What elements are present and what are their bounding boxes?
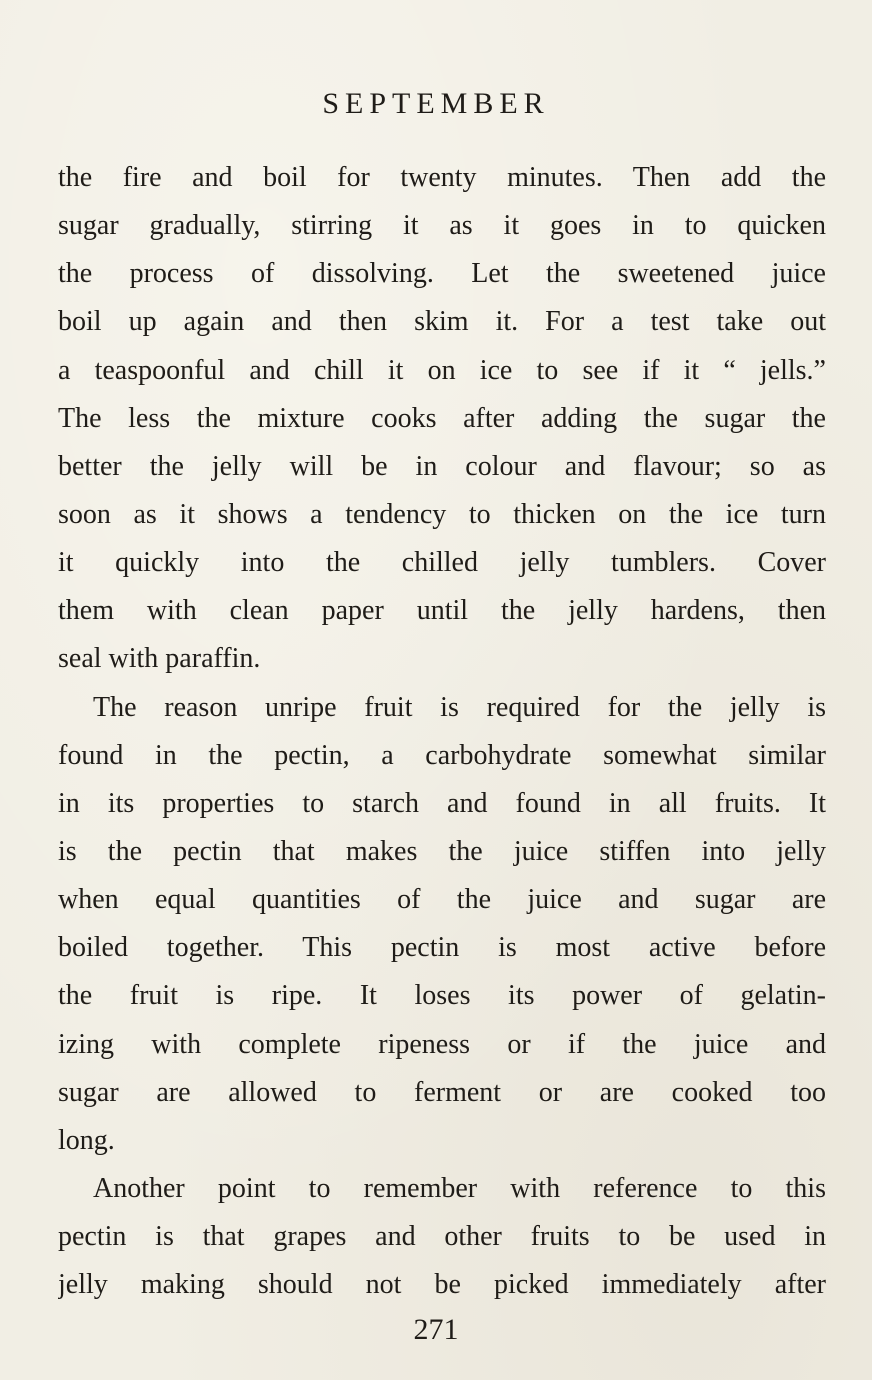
paragraph-start-line: Another point to remember with reference to this	[93, 1172, 826, 1204]
text-line: when equal quantities of the juice and sugar are	[58, 884, 826, 916]
text-line: boil up again and then skim it. For a test take out	[58, 306, 826, 338]
running-head: SEPTEMBER	[322, 87, 550, 120]
text-line: sugar gradually, stirring it as it goes in to quicken	[58, 210, 826, 242]
text-line: The less the mixture cooks after adding the sugar the	[58, 402, 826, 434]
page-number: 271	[413, 1313, 459, 1346]
paragraph-end-line: seal with paraffin.	[58, 643, 261, 675]
text-line: it quickly into the chilled jelly tumblers. Cover	[58, 547, 826, 579]
text-line: a teaspoonful and chill it on ice to see if it “ jells.”	[58, 354, 826, 386]
paragraph-end-line: long.	[58, 1124, 115, 1156]
text-line: in its properties to starch and found in all fruits. It	[58, 787, 826, 819]
text-line: izing with complete ripeness or if the juice and	[58, 1028, 826, 1060]
text-line: found in the pectin, a carbohydrate somewhat similar	[58, 739, 826, 771]
body-text	[58, 154, 826, 1309]
text-line: the fruit is ripe. It loses its power of gelatin-	[58, 980, 826, 1012]
paragraph-start-line: The reason unripe fruit is required for the jelly is	[93, 691, 826, 723]
text-line: sugar are allowed to ferment or are cooked too	[58, 1076, 826, 1108]
text-line: better the jelly will be in colour and flavour; so as	[58, 450, 826, 482]
text-line: the fire and boil for twenty minutes. Then add the	[58, 162, 826, 193]
text-line: boiled together. This pectin is most active before	[58, 932, 826, 964]
text-line: pectin is that grapes and other fruits to be used in	[58, 1221, 826, 1253]
text-line: jelly making should not be picked immediately after	[58, 1269, 826, 1301]
text-line: the process of dissolving. Let the sweetened juice	[58, 258, 826, 290]
text-line: is the pectin that makes the juice stiffen into jelly	[58, 835, 826, 867]
text-line: soon as it shows a tendency to thicken on the ice turn	[58, 498, 826, 530]
text-line: them with clean paper until the jelly hardens, then	[58, 595, 826, 627]
